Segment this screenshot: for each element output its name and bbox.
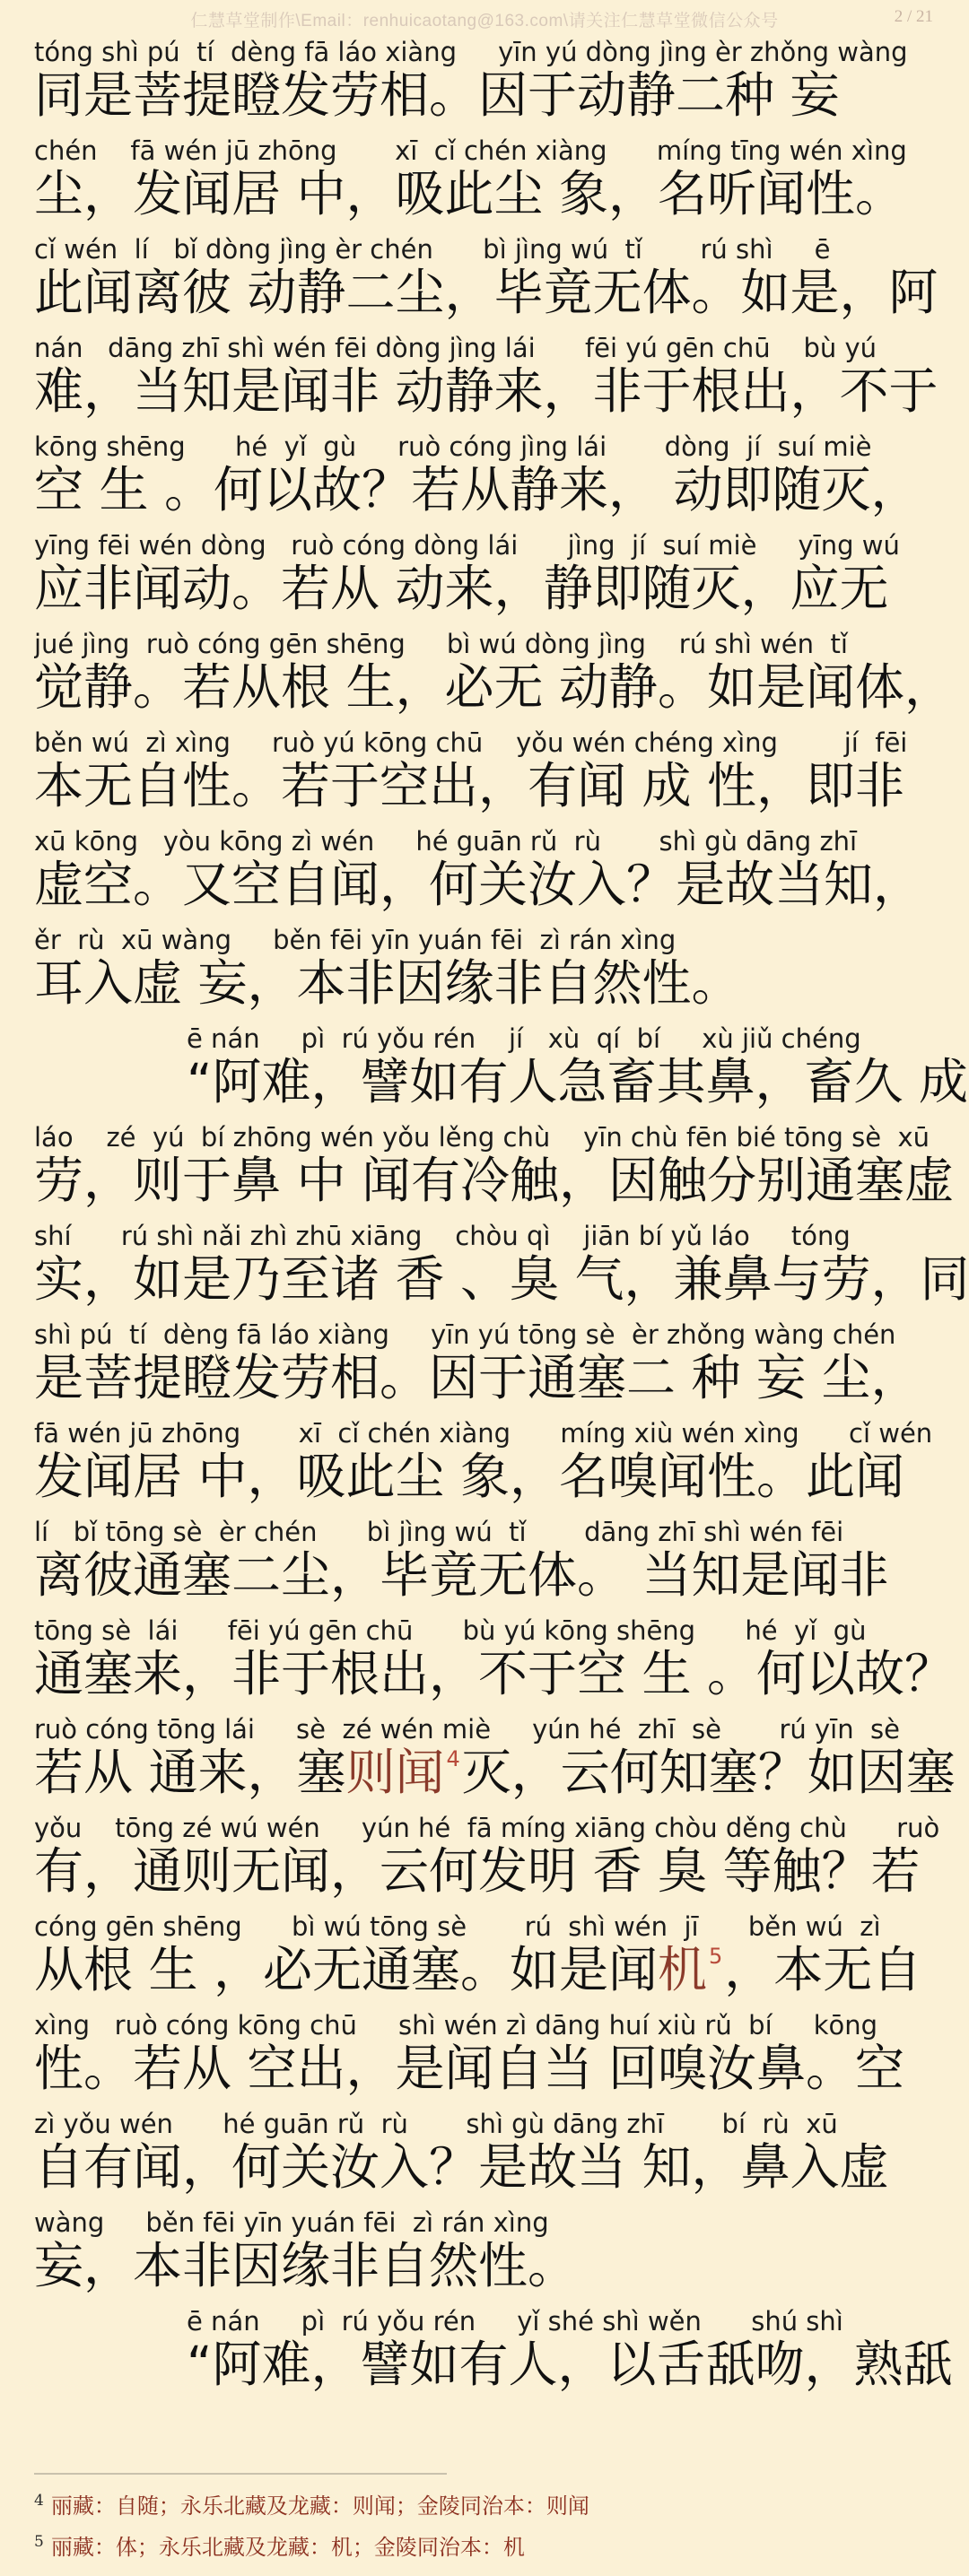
text-line [34, 1612, 954, 1711]
chinese-line: 应非闻动。若从 动来，静即随灭，应无 [34, 560, 889, 617]
text-line [34, 724, 940, 823]
pinyin-line: tōng sè lái fēi yú gēn chū bù yú kōng shēng hé yǐ gù [34, 1616, 867, 1645]
chinese-line: 此闻离彼 动静二尘，毕竟无体。如是，阿 [34, 264, 938, 321]
pinyin-line: chén fā wén jū zhōng xī cǐ chén xiàng míng tīng wén xìng [34, 136, 907, 165]
text-line [34, 1513, 940, 1613]
pinyin-line: shí rú shì nǎi zhì zhū xiāng chòu qì jiān bí yǔ láo tóng [34, 1222, 851, 1250]
pinyin-line: cóng gēn shēng bì wú tōng sè rú shì wén jī běn wú zì [34, 1912, 881, 1941]
pinyin-line: ē nán pì rú yǒu rén yǐ shé shì wěn shú shì [187, 2307, 843, 2336]
chinese-line: 从根 生 ，必无通塞。如是闻机$^5$，本无自 [34, 1941, 922, 1998]
text-line [34, 2105, 940, 2205]
text-line [34, 2006, 940, 2106]
pinyin-line: ruò cóng tōng lái sè zé wén miè yún hé zhī sè rú yīn sè [34, 1715, 901, 1744]
chinese-line: 发闻居 中，吸此尘 象，名嗅闻性。此闻 [34, 1448, 904, 1505]
text-line [34, 1908, 940, 2007]
chinese-line: 若从 通来，塞则闻$^4$灭，云何知塞？如因塞 [34, 1744, 956, 1801]
chinese-line: 虚空。又空自闻，何关汝入？是故当知， [34, 856, 923, 913]
footnote-number: 5 [34, 2533, 44, 2551]
pinyin-line: lí bǐ tōng sè èr chén bì jìng wú tǐ dāng zhī shì wén fēi [34, 1518, 844, 1546]
variant-reading: 则闻 [345, 1744, 445, 1801]
text-line [34, 2204, 940, 2303]
text-line [34, 2302, 953, 2402]
chinese-line: 尘，发闻居 中，吸此尘 象，名听闻性。 [34, 165, 904, 222]
pinyin-line: yǒu tōng zé wú wén yún hé fā míng xiāng chòu děng chù ruò [34, 1814, 940, 1842]
page-header [0, 0, 969, 36]
pinyin-line: ěr rù xū wàng běn fēi yīn yuán fēi zì rán xìng [34, 926, 677, 954]
pinyin-line: běn wú zì xìng ruò yú kōng chū yǒu wén chéng xìng jí fēi [34, 728, 908, 757]
variant-reading: 机 [657, 1941, 707, 1998]
text-line [34, 1809, 940, 1909]
text-line [34, 428, 940, 527]
footnote-marker[interactable]: 5 [708, 1944, 723, 1969]
footnote-text: 丽藏：自随；永乐北藏及龙藏：则闻；金陵同治本：则闻 [50, 2493, 589, 2519]
text-line [34, 625, 954, 725]
pinyin-line: xìng ruò cóng kōng chū shì wén zì dāng huí xiù rǔ bí kōng [34, 2011, 878, 2040]
pinyin-line: yīng fēi wén dòng ruò cóng dòng lái jìng jí suí miè yīng wú [34, 531, 900, 560]
text-line [34, 527, 940, 626]
chinese-line: 本无自性。若于空出，有闻 成 性，即非 [34, 757, 904, 814]
chinese-line: “阿难，譬如有人，以舌舐吻，熟舐 [187, 2336, 953, 2393]
text-line [34, 329, 940, 429]
text-line [34, 1414, 940, 1514]
chinese-line: 难，当知是闻非 动静来，非于根出，不于 [34, 362, 938, 420]
chinese-line: 劳，则于鼻 中 闻有冷触，因触分别通塞虚 [34, 1152, 954, 1209]
text-line [34, 231, 940, 330]
chinese-line: 实，如是乃至诸 香 、臭 气，兼鼻与劳，同 [34, 1250, 969, 1308]
pinyin-line: wàng běn fēi yīn yuán fēi zì rán xìng [34, 2208, 549, 2237]
pinyin-line: kōng shēng hé yǐ gù ruò cóng jìng lái dòng jí suí miè [34, 432, 872, 461]
chinese-line: 自有闻，何关汝入？是故当 知，鼻入虚 [34, 2138, 889, 2196]
header-text: 仁慧草堂制作\Email：renhuicaotang@163.com\请关注仁慧草堂微信公众号 [190, 12, 779, 30]
chinese-line: 性。若从 空出，是闻自当 回嗅汝鼻。空 [34, 2040, 904, 2097]
footnotes [34, 2483, 931, 2565]
pinyin-line: shì pú tí dèng fā láo xiàng yīn yú tōng sè èr zhǒng wàng chén [34, 1320, 896, 1349]
footnote-item [34, 2524, 931, 2565]
pinyin-line: ē nán pì rú yǒu rén jí xù qí bí xù jiǔ chéng [187, 1024, 861, 1053]
chinese-line: 耳入虚 妄，本非因缘非自然性。 [34, 954, 741, 1012]
footnote-number: 4 [34, 2492, 44, 2510]
pinyin-line: láo zé yú bí zhōng wén yǒu lěng chù yīn chù fēn bié tōng sè xū [34, 1123, 930, 1152]
page-number: 2 / 21 [894, 7, 933, 26]
footnote-item [34, 2483, 931, 2524]
text-line [34, 822, 940, 922]
text-line [34, 1710, 956, 1810]
chinese-line: 有，通则无闻，云何发明 香 臭 等触？若 [34, 1842, 921, 1900]
chinese-line: 离彼通塞二尘，毕竟无体。 当知是闻非 [34, 1546, 889, 1604]
pinyin-line: xū kōng yòu kōng zì wén hé guān rǔ rù shì gù dāng zhī [34, 827, 858, 856]
text-line [34, 921, 940, 1021]
chinese-line: 通塞来，非于根出，不于空 生 。何以故？ [34, 1645, 954, 1702]
footnote-text: 丽藏：体；永乐北藏及龙藏：机；金陵同治本：机 [50, 2535, 525, 2560]
text-line [34, 1316, 940, 1415]
footnote-marker[interactable]: 4 [446, 1746, 460, 1771]
pinyin-line: tóng shì pú tí dèng fā láo xiàng yīn yú dòng jìng èr zhǒng wàng [34, 38, 908, 66]
chinese-line: 觉静。若从根 生，必无 动静。如是闻体， [34, 658, 954, 716]
text-line [34, 1118, 954, 1218]
chinese-line: 同是菩提瞪发劳相。因于动静二种 妄 [34, 66, 840, 124]
text-line [34, 1217, 969, 1317]
pinyin-line: zì yǒu wén hé guān rǔ rù shì gù dāng zhī bí rù xū [34, 2110, 838, 2138]
text-line [34, 1020, 968, 1119]
chinese-line: 妄，本非因缘非自然性。 [34, 2237, 578, 2294]
pinyin-line: fā wén jū zhōng xī cǐ chén xiàng míng xiù wén xìng cǐ wén [34, 1419, 933, 1448]
chinese-line: 空 生 。何以故？若从静来， 动即随灭， [34, 461, 921, 518]
pinyin-line: cǐ wén lí bǐ dòng jìng èr chén bì jìng wú tǐ rú shì ē [34, 235, 831, 264]
text-line [34, 132, 940, 231]
chinese-line: “阿难，譬如有人急畜其鼻，畜久 成 [187, 1053, 968, 1110]
chinese-line: 是菩提瞪发劳相。因于通塞二 种 妄 尘， [34, 1349, 921, 1406]
pinyin-line: nán dāng zhī shì wén fēi dòng jìng lái fēi yú gēn chū bù yú [34, 334, 877, 362]
pinyin-line: jué jìng ruò cóng gēn shēng bì wú dòng jìng rú shì wén tǐ [34, 630, 848, 658]
text-line [34, 33, 940, 133]
footnote-divider [34, 2473, 447, 2475]
scripture-text [34, 34, 969, 2402]
